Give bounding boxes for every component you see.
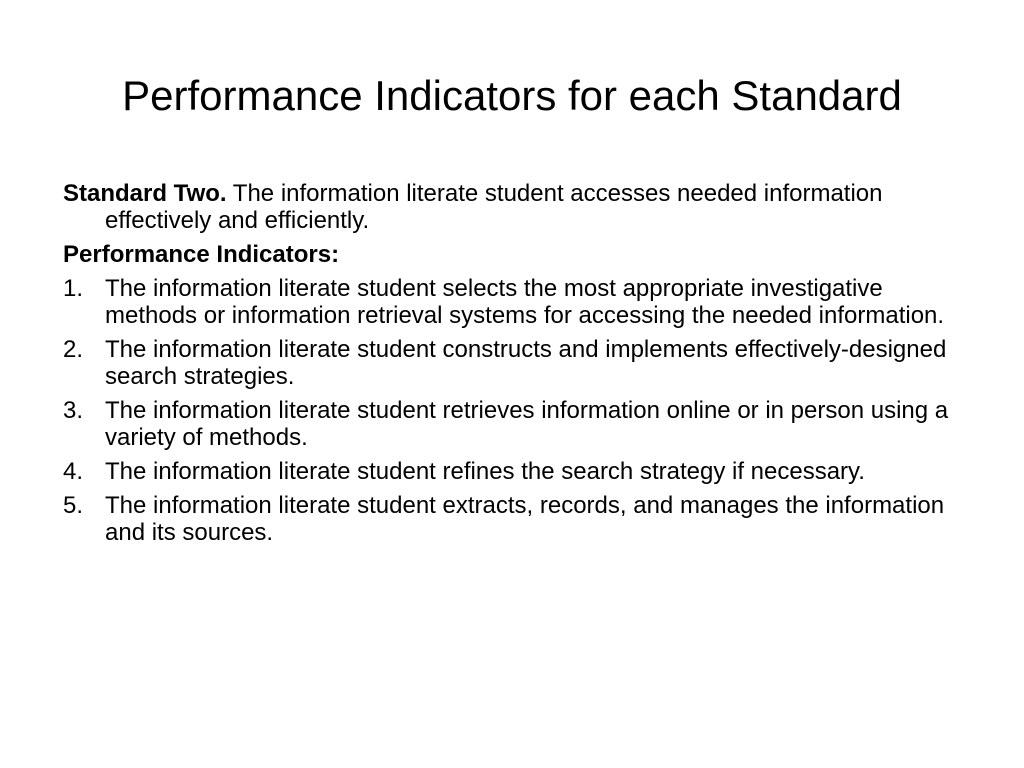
indicator-item (63, 397, 968, 451)
standard-text: The information literate student accesses needed information effectively and efficiently. (105, 180, 883, 234)
standard-label: Standard Two. (63, 180, 227, 207)
indicator-number: 4. (63, 458, 84, 485)
indicator-number: 1. (63, 275, 84, 302)
indicator-text: The information literate student constructs and implements effectively-designed search strategies. (105, 336, 947, 390)
indicators-heading: Performance Indicators: (63, 241, 340, 268)
indicator-number: 5. (63, 492, 84, 519)
indicator-item (63, 336, 968, 390)
slide-title: Performance Indicators for each Standard (122, 72, 902, 119)
indicator-text: The information literate student extracts, records, and manages the information and its sources. (105, 492, 945, 546)
indicator-item (63, 275, 968, 329)
indicator-number: 2. (63, 336, 84, 363)
indicator-list (63, 275, 968, 546)
standard-statement (63, 180, 968, 234)
indicator-number: 3. (63, 397, 84, 424)
slide-body (63, 180, 968, 553)
indicator-item (63, 458, 968, 485)
indicator-text: The information literate student retrieves information online or in person using a variety of methods. (105, 397, 949, 451)
indicator-text: The information literate student refines the search strategy if necessary. (105, 458, 865, 485)
indicator-item (63, 492, 968, 546)
indicator-text: The information literate student selects the most appropriate investigative methods or information retrieval systems for accessing the needed information. (105, 275, 945, 329)
